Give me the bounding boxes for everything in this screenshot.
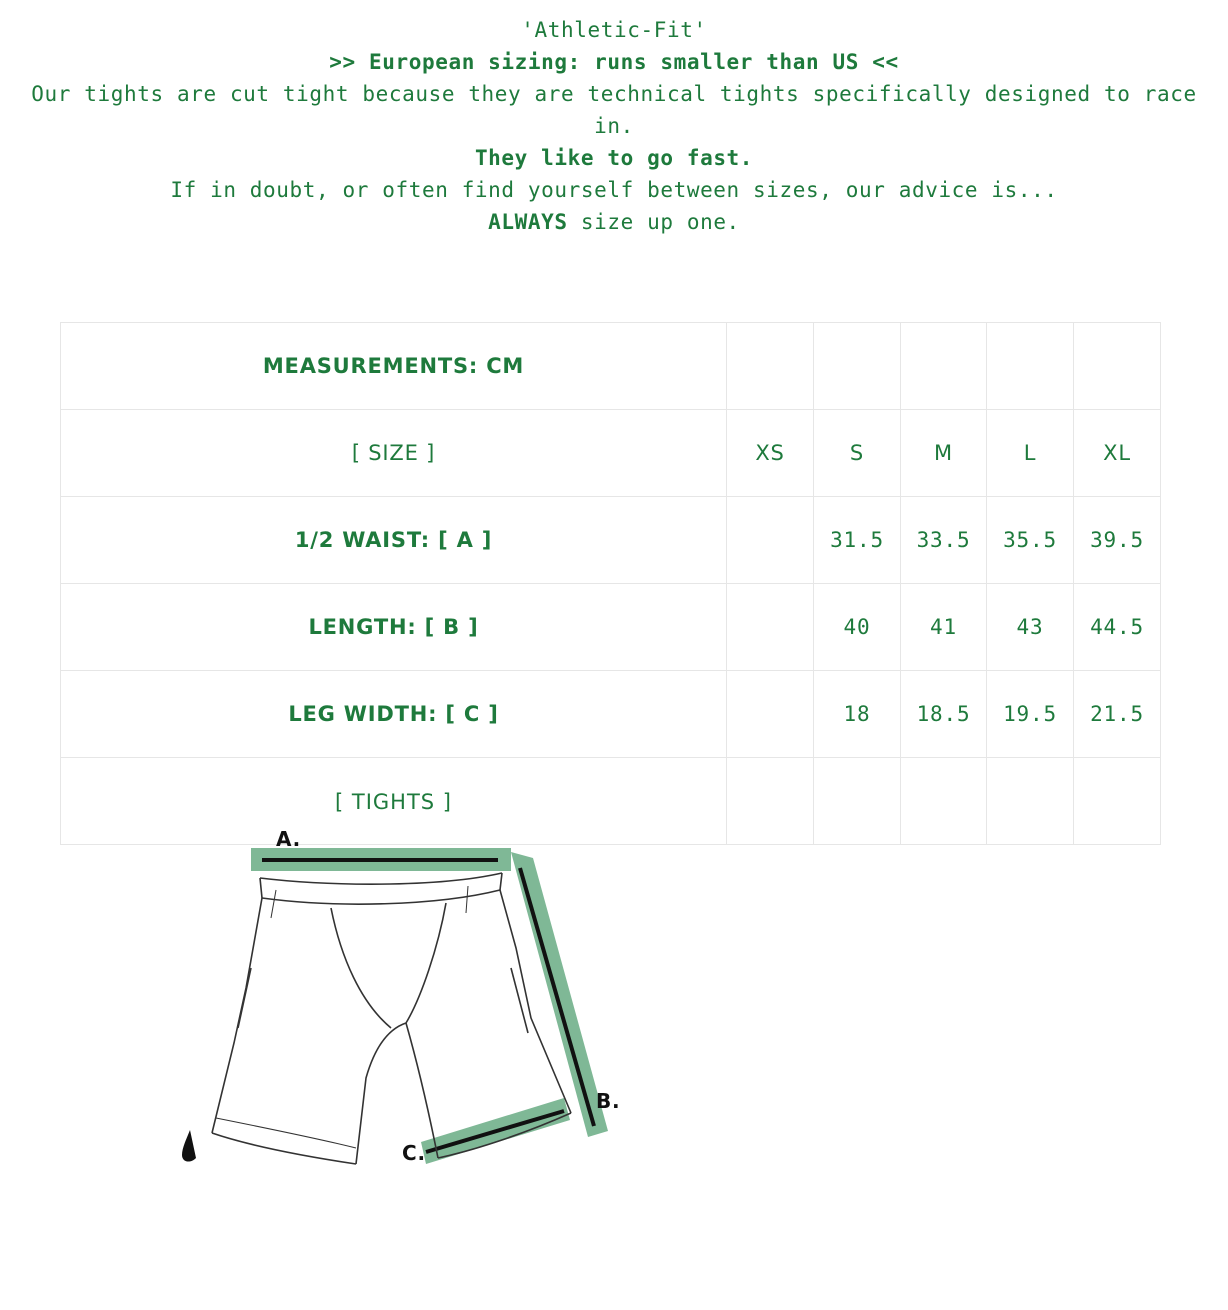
size-chart-table (60, 322, 1161, 1165)
label-a: A. (276, 828, 302, 851)
length-line (520, 868, 594, 1126)
size-header: S (814, 410, 901, 497)
table-row (61, 584, 1161, 671)
advice-emphasis: ALWAYS (488, 210, 568, 234)
size-header: XL (1074, 410, 1161, 497)
table-cell: 39.5 (1074, 497, 1161, 584)
table-cell (727, 584, 814, 671)
row-label: LEG WIDTH: [ C ] (61, 671, 727, 758)
fit-title: 'Athletic-Fit' (521, 18, 707, 42)
diagram-caption: [ TIGHTS ] (335, 790, 452, 814)
label-c: C. (402, 1141, 426, 1165)
empty-cell (987, 323, 1074, 410)
empty-cell (1074, 323, 1161, 410)
empty-cell (727, 323, 814, 410)
table-cell: 33.5 (901, 497, 987, 584)
table-cell: 19.5 (987, 671, 1074, 758)
table-cell: 43 (987, 584, 1074, 671)
table-cell: 41 (901, 584, 987, 671)
fit-description: Our tights are cut tight because they are technical tights specifically designed to race in. (31, 82, 1197, 138)
fit-tagline: They like to go fast. (474, 146, 754, 170)
table-cell: 35.5 (987, 497, 1074, 584)
empty-cell (727, 758, 814, 845)
sizing-warning: >> European sizing: runs smaller than US << (329, 50, 899, 74)
size-header: L (987, 410, 1074, 497)
table-row (61, 410, 1161, 497)
advice-rest: size up one. (567, 210, 740, 234)
tights-measurement-diagram (176, 828, 636, 1188)
brand-logo (182, 1130, 196, 1162)
row-label: LENGTH: [ B ] (61, 584, 727, 671)
table-cell: 31.5 (814, 497, 901, 584)
empty-cell (814, 323, 901, 410)
label-b: B. (596, 1089, 621, 1113)
size-header: M (901, 410, 987, 497)
table-cell: 40 (814, 584, 901, 671)
leg-line (426, 1111, 564, 1152)
table-cell: 18 (814, 671, 901, 758)
table-row (61, 758, 1161, 845)
table-row (61, 323, 1161, 410)
empty-cell (814, 758, 901, 845)
size-header: XS (727, 410, 814, 497)
table-row (61, 671, 1161, 758)
size-row-label: [ SIZE ] (61, 410, 727, 497)
diagram-cell (61, 758, 727, 1165)
table-cell: 18.5 (901, 671, 987, 758)
table-cell (727, 671, 814, 758)
table-cell (727, 497, 814, 584)
advice-text: If in doubt, or often find yourself between sizes, our advice is... (170, 178, 1058, 202)
table-cell: 21.5 (1074, 671, 1161, 758)
empty-cell (987, 758, 1074, 845)
size-intro (0, 0, 1228, 238)
advice-conclusion (0, 206, 1228, 238)
units-label: MEASUREMENTS: CM (61, 323, 727, 410)
empty-cell (901, 323, 987, 410)
empty-cell (901, 758, 987, 845)
table-row (61, 497, 1161, 584)
table-cell: 44.5 (1074, 584, 1161, 671)
row-label: 1/2 WAIST: [ A ] (61, 497, 727, 584)
empty-cell (1074, 758, 1161, 845)
